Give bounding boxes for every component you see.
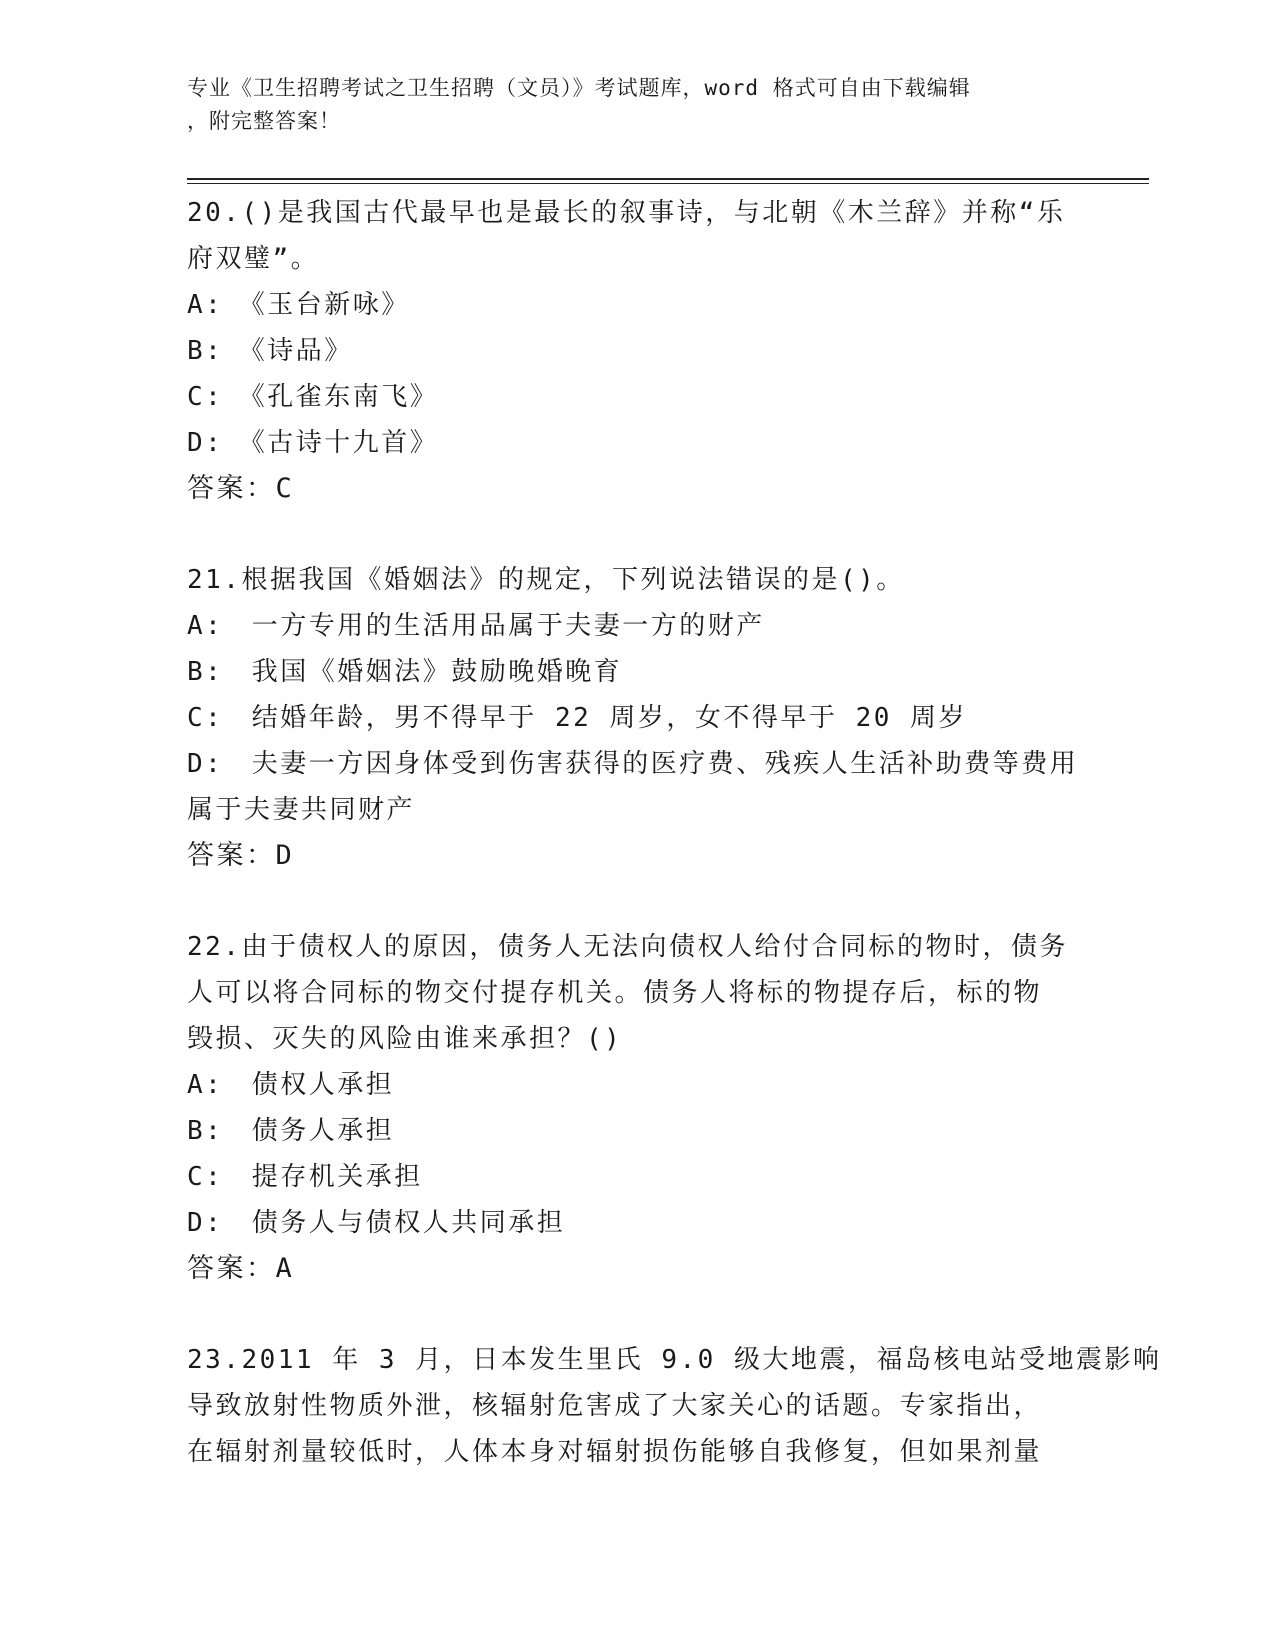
question-21 <box>187 557 1087 879</box>
option-b: B: 我国《婚姻法》鼓励晚婚晚育 <box>187 657 623 687</box>
question-stem-line: 在辐射剂量较低时，人体本身对辐射损伤能够自我修复，但如果剂量 <box>187 1437 1043 1467</box>
option-d: D: 《古诗十九首》 <box>187 428 439 458</box>
header-divider-thick <box>187 178 1149 180</box>
header-divider-thin <box>187 183 1149 184</box>
question-list <box>187 190 1162 1520</box>
question-22 <box>187 924 1087 1292</box>
question-stem-line: 23.2011 年 3 月，日本发生里氏 9.0 级大地震，福岛核电站受地震影响 <box>187 1345 1162 1375</box>
answer-line <box>187 1246 1087 1292</box>
answer-value: C <box>275 473 295 504</box>
option-d: D: 夫妻一方因身体受到伤害获得的医疗费、残疾人生活补助费等费用 <box>187 749 1079 779</box>
option-d: D: 债务人与债权人共同承担 <box>187 1208 566 1238</box>
answer-line <box>187 833 1087 879</box>
answer-value: A <box>275 1253 295 1284</box>
option-c: C: 提存机关承担 <box>187 1162 423 1192</box>
question-stem-line: 21.根据我国《婚姻法》的规定，下列说法错误的是()。 <box>187 565 905 595</box>
option-b: B: 《诗品》 <box>187 336 353 366</box>
option-a: A: 一方专用的生活用品属于夫妻一方的财产 <box>187 611 765 641</box>
question-stem-line: 人可以将合同标的物交付提存机关。债务人将标的物提存后，标的物 <box>187 978 1043 1008</box>
option-d-continuation: 属于夫妻共同财产 <box>187 795 416 825</box>
option-a: A: 债权人承担 <box>187 1070 395 1100</box>
answer-value: D <box>275 840 295 871</box>
option-a: A: 《玉台新咏》 <box>187 290 410 320</box>
header-line-2: ，附完整答案！ <box>187 109 341 133</box>
answer-label: 答案： <box>187 1253 276 1284</box>
answer-line <box>187 466 1087 512</box>
question-stem-line: 府双璧”。 <box>187 244 320 274</box>
question-stem-line: 22.由于债权人的原因，债务人无法向债权人给付合同标的物时，债务 <box>187 932 1068 962</box>
header-line-1: 专业《卫生招聘考试之卫生招聘（文员）》考试题库，word 格式可自由下载编辑 <box>187 76 971 100</box>
answer-label: 答案： <box>187 473 276 504</box>
question-stem-line: 20.()是我国古代最早也是最长的叙事诗，与北朝《木兰辞》并称“乐 <box>187 198 1066 228</box>
question-23 <box>187 1337 1162 1475</box>
option-b: B: 债务人承担 <box>187 1116 395 1146</box>
option-c: C: 《孔雀东南飞》 <box>187 382 439 412</box>
question-stem-line: 导致放射性物质外泄，核辐射危害成了大家关心的话题。专家指出， <box>187 1391 1043 1421</box>
question-stem-line: 毁损、灭失的风险由谁来承担？() <box>187 1024 623 1054</box>
answer-label: 答案： <box>187 840 276 871</box>
option-c: C: 结婚年龄，男不得早于 22 周岁，女不得早于 20 周岁 <box>187 703 968 733</box>
document-header <box>187 72 1087 138</box>
question-20 <box>187 190 1087 512</box>
